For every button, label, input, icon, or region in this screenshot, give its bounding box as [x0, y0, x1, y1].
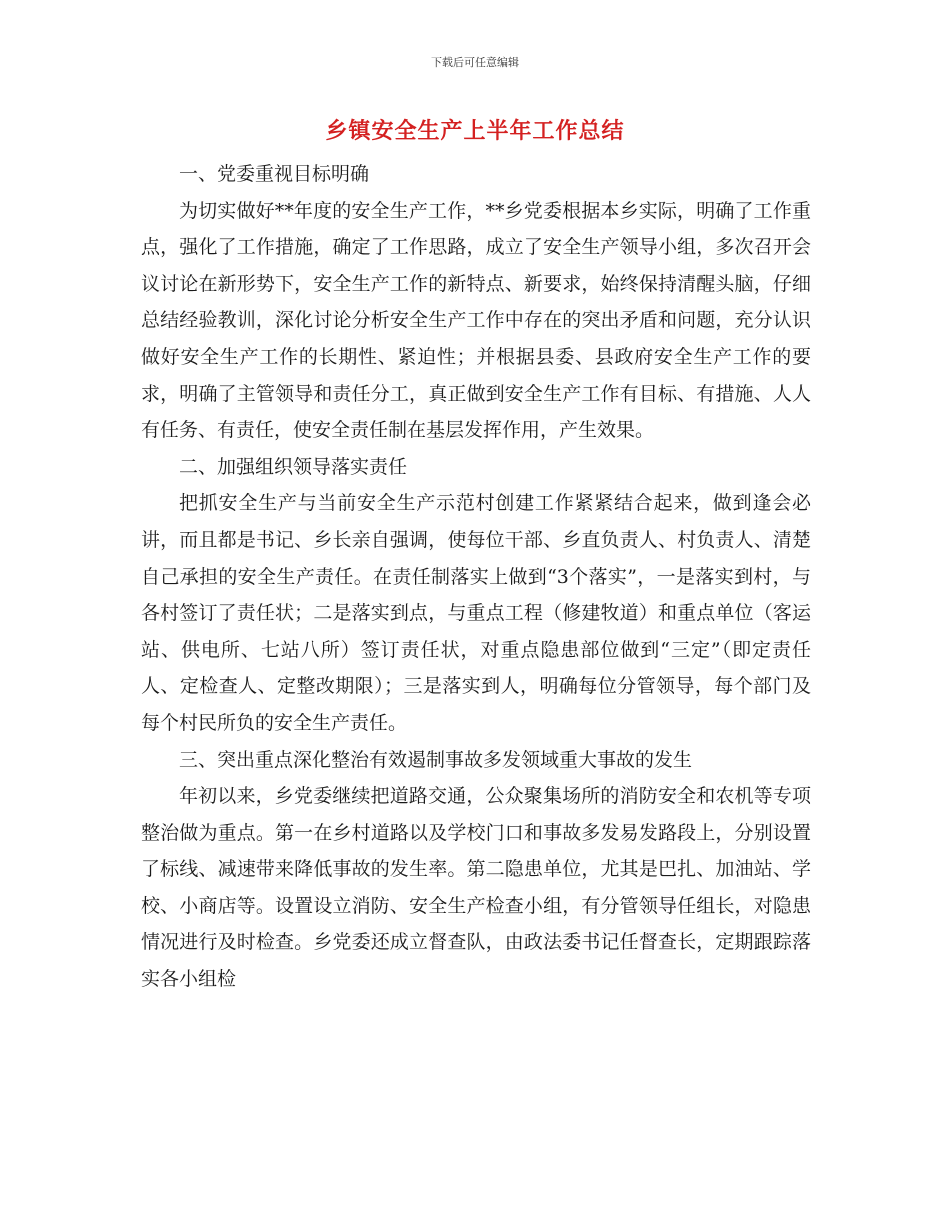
document-title: 乡镇安全生产上半年工作总结 — [325, 119, 625, 144]
section-heading-1: 一、党委重视目标明确 — [179, 163, 370, 185]
document-body — [141, 156, 811, 998]
section-heading-3: 三、突出重点深化整治有效遏制事故多发领域重大事故的发生 — [179, 748, 693, 771]
section-heading-2: 二、加强组织领导落实责任 — [179, 455, 408, 478]
section-paragraph-3: 年初以来，乡党委继续把道路交通，公众聚集场所的消防安全和农机等专项整治做为重点。第一在乡村道路以及学校门口和事故多发易发路段上，分别设置了标线、减速带来降低事故的发生率。第二隐患单位，尤其是巴扎、加油站、学校、小商店等。设置设立消防、安全生产检查小组，有分管领导任组长，对隐患情况进行及时检查。乡党委还成立督查队，由政法委书记任督查长，定期跟踪落实各小组检 — [141, 785, 811, 991]
section-paragraph-1: 为切实做好**年度的安全生产工作，**乡党委根据本乡实际，明确了工作重点，强化了工作措施，确定了工作思路，成立了安全生产领导小组，多次召开会议讨论在新形势下，安全生产工作的新特点、新要求，始终保持清醒头脑，仔细总结经验教训，深化讨论分析安全生产工作中存在的突出矛盾和问题，充分认识做好安全生产工作的长期性、紧迫性；并根据县委、县政府安全生产工作的要求，明确了主管领导和责任分工，真正做到安全生产工作有目标、有措施、人人有任务、有责任，使安全责任制在基层发挥作用，产生效果。 — [141, 199, 811, 442]
section-paragraph-2: 把抓安全生产与当前安全生产示范村创建工作紧紧结合起来，做到逢会必讲，而且都是书记、乡长亲自强调，使每位干部、乡直负责人、村负责人、清楚自己承担的安全生产责任。在责任制落实上做到“3个落实”，一是落实到村，与各村签订了责任状；二是落实到点，与重点工程（修建牧道）和重点单位（客运站、供电所、七站八所）签订责任状，对重点隐患部位做到“三定”（即定责任人、定检查人、定整改期限）；三是落实到人，明确每位分管领导，每个部门及每个村民所负的安全生产责任。 — [141, 492, 811, 734]
header-note: 下载后可任意编辑 — [431, 56, 519, 69]
